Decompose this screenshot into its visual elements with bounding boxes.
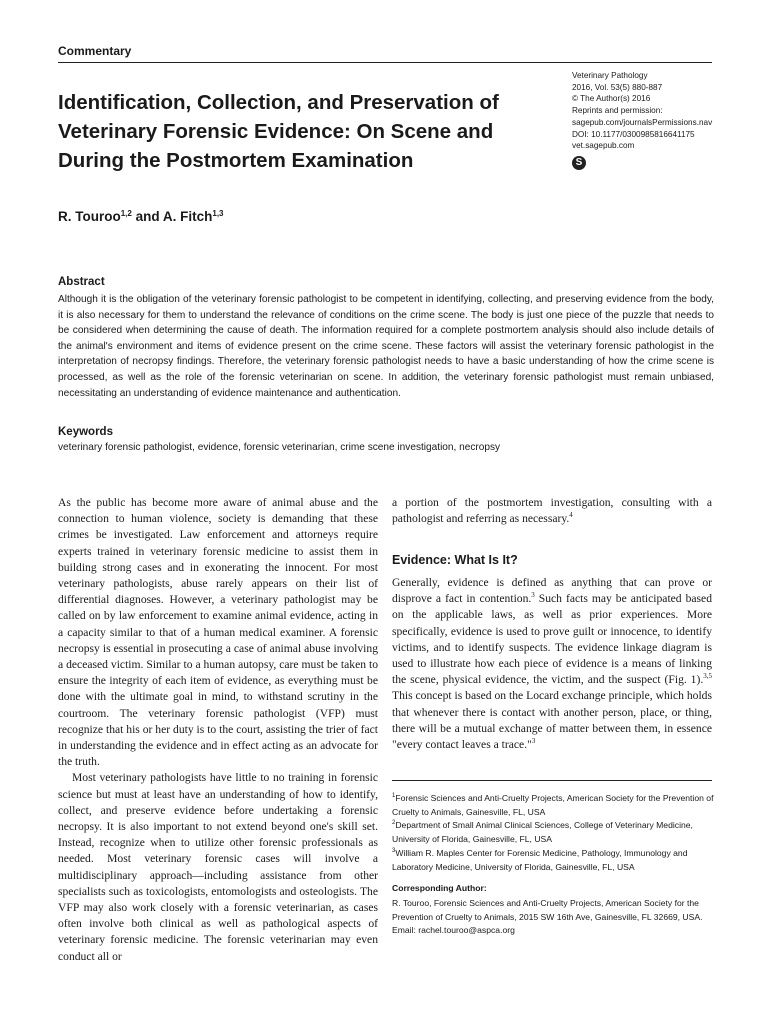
affiliation-sup: 2 bbox=[392, 820, 396, 827]
doi-link[interactable]: DOI: 10.1177/0300985816641175 bbox=[572, 129, 695, 139]
article-title: Identification, Collection, and Preservation of Veterinary Forensic Evidence: On Scene and During the Postmortem Examination bbox=[58, 91, 499, 172]
citation-ref: 3 bbox=[531, 591, 535, 600]
affiliation-text: William R. Maples Center for Forensic Medicine, Pathology, Immunology and Laboratory Medicine, University of Florida, Gainesville, FL, USA bbox=[392, 847, 688, 872]
body-paragraph bbox=[392, 495, 712, 527]
journal-volume: 2016, Vol. 53(5) 880-887 bbox=[572, 82, 663, 92]
permissions-link[interactable]: sagepub.com/journalsPermissions.nav bbox=[572, 117, 713, 127]
author-line bbox=[58, 209, 224, 224]
right-column-top bbox=[392, 495, 712, 527]
corresponding-heading: Corresponding Author: bbox=[392, 883, 487, 893]
citation-ref: 4 bbox=[569, 511, 573, 520]
citation-ref: 3,5 bbox=[703, 672, 712, 681]
abstract-text: Although it is the obligation of the veterinary forensic pathologist to be competent in identifying, collecting, and preserving evidence from the body, it is also necessary for them to understand the relevance of conditions on the crime scene. The body is just one piece of the puzzle that needs to be considered when determining the cause of death. The information required for a complete postmortem analysis should also include details of the animal's environment and items of evidence present on the crime scene. These factors will assist the veterinary forensic pathologist in the interpretation of necropsy findings. Therefore, the veterinary forensic pathologist needs to have a basic understanding of how the crime scene is processed, as well as the role of the forensic veterinarian on scene. In addition, the veterinary forensic pathologist must remain unbiased, necessitating an understanding of evidence maintenance and authentication. bbox=[58, 294, 714, 399]
affiliation-item bbox=[392, 819, 714, 846]
text-segment: Such facts may be anticipated based on the applicable laws, as well as prior experiences. More specifically, evidence is used to prove guilt or innocence, to identify victims, and to identify suspects. The evidence linkage diagram is used to illustrate how each piece of evidence is a means of linking the scene, physical evidence, the victim, and the suspect (Fig. 1). bbox=[392, 592, 713, 687]
author-name: A. Fitch bbox=[162, 209, 213, 224]
copyright-line: © The Author(s) 2016 bbox=[572, 94, 651, 104]
affiliation-item bbox=[392, 792, 714, 819]
author-affil-sup: 1,2 bbox=[120, 209, 132, 218]
reprints-label: Reprints and permission: bbox=[572, 106, 663, 116]
journal-site-link[interactable]: vet.sagepub.com bbox=[572, 141, 635, 151]
body-paragraph: Most veterinary pathologists have little to no training in forensic science but must at least have an understanding of how to identify, collect, and preserve evidence before undertaking a forensic necropsy. It is also important to not extend beyond one's skill set. Instead, recognize when to utilize other forensic professionals as needed. Most veterinary forensic cases will involve a multidisciplinary approach—including assistance from other specialists such as toxicologists, entomologists and osteologists. The VFP may also work closely with a forensic veterinarian, as cases often involve both clinical as well as pathological aspects of veterinary forensic medicine. The forensic veterinarian may even conduct all or bbox=[58, 771, 378, 963]
author-name: R. Touroo bbox=[58, 209, 121, 224]
journal-name: Veterinary Pathology bbox=[572, 71, 648, 80]
keywords-heading: Keywords bbox=[58, 426, 113, 438]
corresponding-email[interactable]: Email: rachel.touroo@aspca.org bbox=[392, 925, 515, 936]
corresponding-info bbox=[392, 897, 716, 938]
section-label: Commentary bbox=[58, 44, 132, 58]
affiliations bbox=[392, 792, 714, 874]
header-rule bbox=[58, 62, 712, 63]
journal-meta bbox=[572, 70, 722, 152]
author-conjunction: and bbox=[131, 209, 163, 224]
corresponding-address: R. Touroo, Forensic Sciences and Anti-Cruelty Projects, American Society for the Prevention of Cruelty to Animals, 2015 SW 16th Ave, Gainesville, FL 32669, USA. bbox=[392, 898, 703, 922]
text-segment: This concept is based on the Locard exchange principle, which holds that whenever there is contact with another person, place, or thing, there will be a mutual exchange of matter between them, in essence "every contact leaves a trace." bbox=[392, 689, 712, 752]
affiliation-item bbox=[392, 847, 714, 874]
author-affil-sup: 1,3 bbox=[212, 209, 224, 218]
continuation-text: a portion of the postmortem investigation, consulting with a pathologist and referring as necessary. bbox=[392, 496, 712, 526]
body-paragraph: As the public has become more aware of animal abuse and the connection to human violence, society is demanding that these crimes be investigated. Law enforcement and attorneys require experts trained in veterinary forensic medicine to assist them in building strong cases and in exonerating the innocent. For most veterinary pathologists, abuse rarely appears on their list of differential diagnoses. However, a veterinary pathologist may be called on by law enforcement to examine animal evidence, acting in a capacity similar to that of a human medical examiner. A forensic necropsy is essential in prosecuting a case of animal abuse involving a deceased victim. Similar to a human autopsy, care must be taken to ensure the integrity of each item of evidence, as everything must be done with the ultimate goal in mind, to withstand scrutiny in the courtroom. The veterinary forensic pathologist (VFP) must recognize that his or her duty is to the court, assisting the trier of fact in understanding the evidence and in effect acting as an advocate for the truth. bbox=[58, 496, 378, 769]
affiliation-text: Forensic Sciences and Anti-Cruelty Projects, American Society for the Prevention of Cruelty to Animals, Gainesville, FL, USA bbox=[392, 793, 714, 817]
citation-ref: 3 bbox=[531, 737, 536, 746]
abstract-heading: Abstract bbox=[58, 276, 105, 288]
body-paragraph bbox=[392, 575, 712, 753]
left-column bbox=[58, 495, 378, 965]
text-segment: Generally, evidence is defined as anything that can prove or disprove a fact in contention. bbox=[392, 576, 712, 606]
footnote-rule bbox=[392, 780, 712, 781]
keywords-text: veterinary forensic pathologist, evidence, forensic veterinarian, crime scene investigation, necropsy bbox=[58, 442, 501, 453]
affiliation-text: Department of Small Animal Clinical Sciences, College of Veterinary Medicine, University of Florida, Gainesville, FL, USA bbox=[392, 820, 693, 845]
sage-logo-icon: S bbox=[572, 156, 586, 170]
section-heading: Evidence: What Is It? bbox=[392, 553, 518, 567]
affiliation-sup: 3 bbox=[392, 847, 396, 854]
affiliation-sup: 1 bbox=[392, 793, 396, 799]
